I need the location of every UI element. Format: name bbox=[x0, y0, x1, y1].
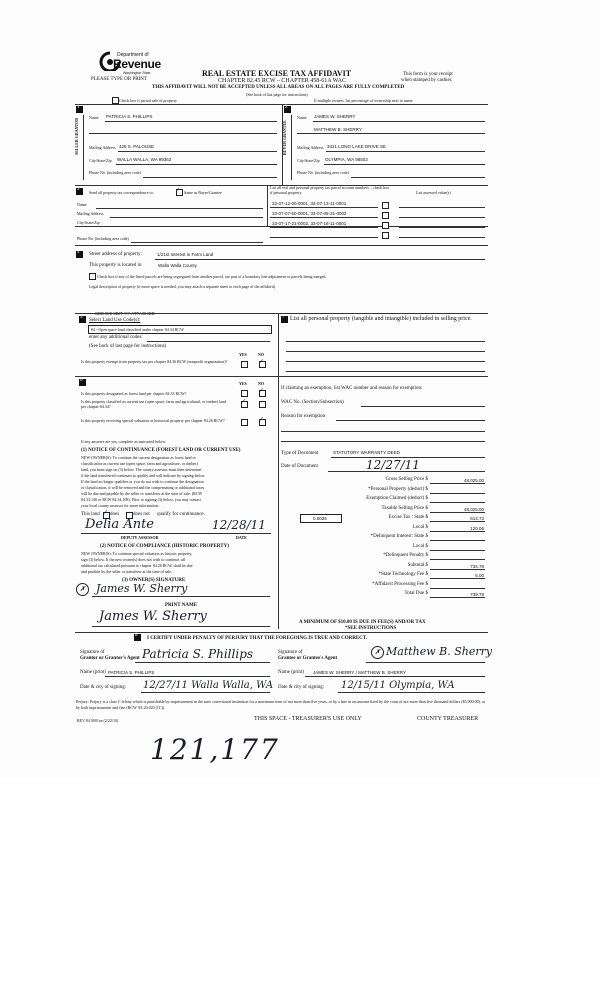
street-address: 1/21st Interest in Farm Land bbox=[157, 252, 214, 257]
receipt-note-2: when stamped by cashier. bbox=[401, 78, 453, 83]
see-instructions: *SEE INSTRUCTIONS bbox=[345, 626, 397, 631]
tax-row-underline bbox=[430, 550, 485, 551]
tax-row-label: Excise Tax : State $ bbox=[388, 515, 428, 520]
logo-sub-text: Washington State bbox=[123, 71, 151, 75]
tax-row-underline bbox=[430, 578, 485, 579]
land-use-title: Select Land Use Code(s): bbox=[89, 318, 141, 323]
print-name-label: PRINT NAME bbox=[165, 603, 197, 608]
form-title: REAL ESTATE EXCISE TAX AFFIDAVIT bbox=[202, 69, 352, 78]
tax-row-value: 48,025.00 bbox=[463, 478, 484, 483]
grantor-sig-label-2: Grantor or Grantor's Agent bbox=[80, 656, 140, 661]
grantor-date-label: Date & city of signing: bbox=[80, 685, 127, 690]
grantee-signature: Matthew B. Sherry bbox=[386, 645, 493, 658]
land-use-see-back: (See back of last page for instructions) bbox=[89, 344, 167, 349]
doc-type-label: Type of Document bbox=[281, 451, 319, 456]
logo-main-text: Revenue bbox=[113, 57, 161, 71]
section-5-number: 5 bbox=[80, 315, 83, 320]
owner-printed-name: James W. Sherry bbox=[99, 609, 207, 624]
tax-row-underline bbox=[430, 521, 485, 522]
grantee-sig-label-2: Grantee or Grantee's Agent bbox=[278, 656, 338, 661]
deputy-assessor-label: DEPUTY ASSESSOR bbox=[121, 535, 159, 540]
notice-compliance-line: sign (3) below. If the new owner(s) does not wish to continue, all bbox=[81, 557, 186, 562]
form-number: REV 84 0001ae (2/22/10) bbox=[77, 718, 119, 723]
buyer-side-label: BUYER GRANTEE bbox=[282, 120, 287, 155]
tax-row-underline bbox=[430, 531, 485, 532]
tax-row-label: *Personal Property (deduct) $ bbox=[368, 486, 428, 492]
section-2-number: 2 bbox=[285, 105, 288, 110]
grantor-signature: Patricia S. Phillips bbox=[142, 647, 254, 661]
local-rate-field[interactable] bbox=[300, 514, 342, 523]
grantee-name-label: Name (print) bbox=[278, 670, 304, 675]
forest-no-header: NO bbox=[258, 381, 264, 386]
tax-row-underline bbox=[430, 540, 485, 541]
buyer-name-2: MATTHEW B. SHERRY bbox=[314, 127, 362, 132]
forest-q3-yes-checkbox[interactable] bbox=[241, 419, 248, 426]
tax-row-underline bbox=[430, 588, 485, 589]
does-not-label: does not bbox=[133, 512, 150, 517]
assessor-signature: Delia Ante bbox=[85, 517, 154, 532]
assessed-header: List assessed value(s) bbox=[416, 190, 451, 195]
forest-q2-no-checkbox[interactable] bbox=[259, 401, 266, 408]
tax-row-underline bbox=[430, 493, 485, 494]
corr-name-label: Name bbox=[77, 202, 87, 207]
exhibit-reference: SEE EXHIBIT "A" ATTACHED bbox=[95, 311, 155, 316]
seller-side-label: SELLER GRANTOR bbox=[74, 117, 79, 155]
tax-row-underline bbox=[430, 502, 485, 503]
personal-property-label: List all personal property (tangible and intangible) included in selling price. bbox=[290, 316, 472, 322]
forest-q2: Is this property classified as current use (open space, farm and agricultural, or timber) land per chapter 84.34? bbox=[81, 399, 227, 409]
notice-compliance-line: NEW OWNER(S): To continue special valuation as historic property, bbox=[81, 551, 193, 556]
doc-date: 12/27/11 bbox=[366, 458, 420, 472]
partial-sale-label: Check box if partial sale of property bbox=[119, 98, 177, 103]
grantee-date-city: 12/15/11 Olympia, WA bbox=[341, 680, 455, 691]
segregated-label: Check box if any of the listed parcels are being segregated from another parcel, are part of a boundary line adjustment or parcels being merged. bbox=[97, 274, 327, 279]
grantee-date-label: Date & city of signing: bbox=[278, 685, 325, 690]
forest-q3: Is this property receiving special valuation as historical property per chapter 84.26 RCW? bbox=[81, 418, 225, 423]
buyer-city: OLYMPIA, WA 98503 bbox=[325, 157, 368, 162]
county-treasurer-label: COUNTY TREASURER bbox=[417, 716, 479, 722]
exempt-yes-checkbox[interactable] bbox=[241, 361, 248, 368]
tax-row-value: 5.00 bbox=[475, 573, 484, 578]
land-use-code: 84 - Open space land classified under chapter 84.34 RCW bbox=[91, 327, 184, 332]
doc-date-label: Date of Document bbox=[281, 464, 318, 469]
personal-property-checkbox-2[interactable] bbox=[382, 212, 389, 219]
exempt-yes-header: YES bbox=[239, 352, 247, 357]
forest-q3-no-check: ✓ bbox=[259, 417, 265, 423]
tax-row-underline bbox=[430, 569, 485, 570]
notice-continuance-title: (1) NOTICE OF CONTINUANCE (FOREST LAND OR CURRENT USE) bbox=[81, 448, 241, 453]
minimum-note: A MINIMUM OF $10.00 IS DUE IN FEE(S) AND/OR TAX bbox=[299, 620, 426, 625]
form-chapter: CHAPTER 82.45 RCW – CHAPTER 458-61A WAC bbox=[218, 78, 346, 84]
notice-continuance-line: your local county assessor for more information. bbox=[81, 503, 159, 508]
seller-address-label: Mailing Address bbox=[89, 145, 116, 150]
tax-row-label: *Delinquent Penalty $ bbox=[383, 553, 428, 558]
partial-sale-checkbox[interactable] bbox=[112, 97, 119, 104]
seller-city: WALLA WALLA, WA 99362 bbox=[117, 157, 172, 162]
receipt-note-1: This form is your receipt bbox=[403, 72, 453, 77]
notice-continuance-line: if the land transferred continues to qualify and will indicate by signing below. bbox=[81, 473, 206, 478]
corr-city-label: City/State/Zip bbox=[77, 220, 100, 225]
seller-name-label: Name bbox=[89, 115, 99, 120]
tax-row-label: Gross Selling Price $ bbox=[385, 477, 428, 482]
seller-address: 426 S. PALOUSE bbox=[119, 144, 155, 149]
tax-row-label: Taxable Selling Price $ bbox=[381, 505, 428, 511]
same-as-buyer-check: ✓ bbox=[176, 188, 181, 193]
street-address-label: Street address of property: bbox=[89, 252, 142, 257]
section-4-number: 4 bbox=[77, 250, 80, 255]
tax-row-label: *State Technology Fee $ bbox=[378, 572, 428, 577]
qualify-label: qualify for continuance. bbox=[157, 512, 205, 517]
tax-row-label: Local $ bbox=[412, 543, 428, 549]
logo-top-text: Department of bbox=[117, 52, 149, 58]
tax-row-underline bbox=[430, 559, 485, 560]
grantor-sig-label-1: Signature of bbox=[80, 650, 105, 655]
grantee-mark-icon: ✗ bbox=[371, 646, 384, 659]
segregated-checkbox[interactable] bbox=[89, 273, 96, 280]
notice-continuance-line: If the land no longer qualifies or you do not wish to continue the designation bbox=[81, 479, 204, 484]
grantee-name: JAMES W. SHERRY / MATTHEW B. SHERRY bbox=[313, 670, 406, 675]
exemption-claim-label: If claiming an exemption, list WAC number and reason for exemption: bbox=[281, 386, 423, 391]
seller-city-label: City/State/Zip bbox=[89, 158, 112, 163]
personal-property-checkbox-3[interactable] bbox=[382, 222, 389, 229]
tax-row-value: 734.78 bbox=[470, 563, 484, 569]
owner-mark-icon: ✗ bbox=[76, 583, 89, 596]
land-use-code-field[interactable] bbox=[88, 325, 272, 334]
section-1-number: 1 bbox=[77, 105, 80, 110]
notice-compliance-title: (2) NOTICE OF COMPLIANCE (HISTORIC PROPERTY) bbox=[100, 544, 229, 549]
buyer-city-label: City/State/Zip bbox=[297, 158, 320, 163]
tax-row-label: Subtotal $ bbox=[407, 562, 428, 568]
legal-description-label: Legal description of property (if more space is needed, you may attach a separate sheet to each page of the affidavit) bbox=[89, 284, 276, 289]
tax-row-value: 48,025.00 bbox=[463, 506, 484, 512]
corr-phone-label: Phone No. (including area code) bbox=[77, 236, 129, 241]
doc-type: STATUTORY WARRANTY DEED bbox=[333, 450, 400, 455]
forest-q1-no-check: ✓ bbox=[259, 388, 265, 394]
land-does-label: This land bbox=[81, 512, 100, 517]
same-as-buyer-label: Same as Buyer/Grantee bbox=[184, 190, 222, 195]
does-label: does bbox=[110, 512, 120, 517]
certify-statement: I CERTIFY UNDER PENALTY OF PERJURY THAT THE FOREGOING IS TRUE AND CORRECT. bbox=[147, 636, 368, 641]
parcel-line-1: 32-07-12-00-0001, 32-07-13-11-0001 bbox=[272, 201, 347, 206]
exempt-no-header: NO bbox=[258, 352, 264, 357]
tax-row-underline bbox=[430, 483, 485, 484]
owner-signature-title: (3) OWNER(S) SIGNATURE bbox=[122, 578, 186, 583]
correspondence-label: Send all property tax correspondence to: bbox=[89, 190, 154, 195]
multiple-owners-note: If multiple owners, list percentage of ownership next to name. bbox=[314, 98, 414, 103]
grantor-name-label: Name (print) bbox=[80, 670, 106, 675]
reason-label: Reason for exemption bbox=[281, 414, 326, 419]
section-3-number: 3 bbox=[77, 187, 80, 192]
notice-continuance-line: classification as current use (open space, farm and agriculture, or timber) bbox=[81, 461, 198, 466]
tax-row-value: 120.06 bbox=[470, 525, 484, 531]
buyer-name-label: Name bbox=[297, 115, 307, 120]
receipt-number-handwritten: 121,177 bbox=[150, 733, 280, 766]
buyer-address: 3421 LONG LAKE DRIVE SE bbox=[327, 144, 387, 149]
owner-signature: James W. Sherry bbox=[96, 582, 188, 595]
seller-phone-label: Phone No. (including area code) bbox=[89, 170, 141, 175]
section-6-number: 6 bbox=[80, 378, 83, 383]
local-rate: 0.0025 bbox=[313, 516, 327, 521]
treasurer-space-label: THIS SPACE - TREASURER'S USE ONLY bbox=[254, 716, 362, 722]
date-label: DATE bbox=[236, 535, 247, 540]
personal-property-checkbox-1[interactable] bbox=[382, 202, 389, 209]
additional-codes-label: enter any additional codes: bbox=[89, 335, 143, 340]
tax-row-label: Total Due $ bbox=[404, 591, 428, 596]
grantor-date-city: 12/27/11 Walla Walla, WA bbox=[143, 680, 274, 691]
tax-row-label: *Delinquent Interest: State $ bbox=[370, 534, 428, 539]
section-7-number: 7 bbox=[282, 315, 285, 320]
form-warning: THIS AFFIDAVIT WILL NOT BE ACCEPTED UNLESS ALL AREAS ON ALL PAGES ARE FULLY COMPLETED bbox=[152, 85, 405, 90]
buyer-address-label: Mailing Address bbox=[297, 145, 324, 150]
notice-continuance-line: will be due and payable by the seller or transferor at the time of sale. (RCW bbox=[81, 491, 203, 496]
exempt-no-check: ✓ bbox=[259, 359, 265, 365]
notice-compliance-line: additional tax calculated pursuant to chapter 84.26 RCW, shall be due bbox=[81, 563, 193, 568]
parcel-line-2: 33-07-07-50-0001, 33-07-08-31-0002 bbox=[272, 211, 347, 216]
forest-q2-yes-check: ✓ bbox=[241, 399, 247, 405]
exempt-question: Is this property exempt from property tax per chapter 84.36 RCW (nonprofit organization)? bbox=[81, 359, 228, 364]
assessor-date: 12/28/11 bbox=[212, 518, 266, 532]
tax-row-label: Local $ bbox=[412, 524, 428, 530]
does-check: ✓ bbox=[103, 510, 109, 516]
forest-yes-header: YES bbox=[239, 381, 247, 386]
type-or-print-note: PLEASE TYPE OR PRINT bbox=[91, 77, 147, 82]
located-label: This property is located in bbox=[89, 263, 142, 268]
forest-q1-yes-checkbox[interactable] bbox=[241, 390, 248, 397]
buyer-name-1: JAMES W. SHERRY bbox=[314, 114, 356, 119]
grantor-name: PATRICIA S. PHILLIPS bbox=[108, 670, 155, 675]
see-back-note: (See back of last page for instructions) bbox=[246, 92, 308, 97]
buyer-phone-label: Phone No. (including area code) bbox=[297, 170, 349, 175]
seller-name: PATRICIA S. PHILLIPS bbox=[106, 114, 153, 119]
tax-row-label: *Affidavit Processing Fee $ bbox=[372, 581, 428, 587]
tax-row-value: 614.72 bbox=[470, 516, 484, 521]
notice-continuance-line: or classification, it will be removed and the compensating or additional taxes bbox=[81, 485, 205, 490]
notice-continuance-line: land, you must sign on (3) below. The county assessor must then determine bbox=[81, 467, 202, 472]
section-8-number: 8 bbox=[135, 633, 138, 638]
tax-row-underline bbox=[430, 512, 485, 513]
notice-continuance-line: NEW OWNER(S): To continue the current designation as forest land or bbox=[81, 455, 196, 460]
notice-compliance-line: and payable by the seller or transferor at the time of sale. bbox=[81, 569, 173, 574]
forest-if-yes: If any answers are yes, complete as instructed below. bbox=[81, 439, 166, 444]
county: Walla Walla County bbox=[158, 263, 197, 268]
grantee-sig-label-1: Signature of bbox=[278, 650, 303, 655]
tax-row-underline bbox=[430, 597, 485, 598]
notice-continuance-line: 84.33.140 or RCW 84.34.108). Prior to signing (3) below, you may contact bbox=[81, 497, 202, 502]
parcels-header: List all real and personal property tax parcel account numbers – check box if personal property bbox=[270, 185, 390, 195]
corr-address-label: Mailing Address bbox=[77, 211, 104, 216]
perjury-statement: Perjury: Perjury is a class C felony which is punishable by imprisonment in the state correctional institution for a maximum term of not more than five years, or by a fine in an amount fixed by the court of not more than five thousand dollars ($5,000.00), or by both imprisonment and fine (RCW 9A.20.020 (1C)). bbox=[76, 699, 486, 710]
parcel-line-3: 33-07-17-21-0002, 33-07-18-11-0001 bbox=[272, 221, 347, 226]
tax-row-value: 739.78 bbox=[470, 592, 484, 597]
tax-row-label: Exemption Claimed (deduct) $ bbox=[366, 496, 428, 501]
wac-label: WAC No. (Section/Subsection) bbox=[281, 400, 344, 405]
personal-property-checkbox-4[interactable] bbox=[382, 232, 389, 239]
forest-q1: Is this property designated as forest land per chapter 84.33 RCW? bbox=[81, 391, 187, 396]
